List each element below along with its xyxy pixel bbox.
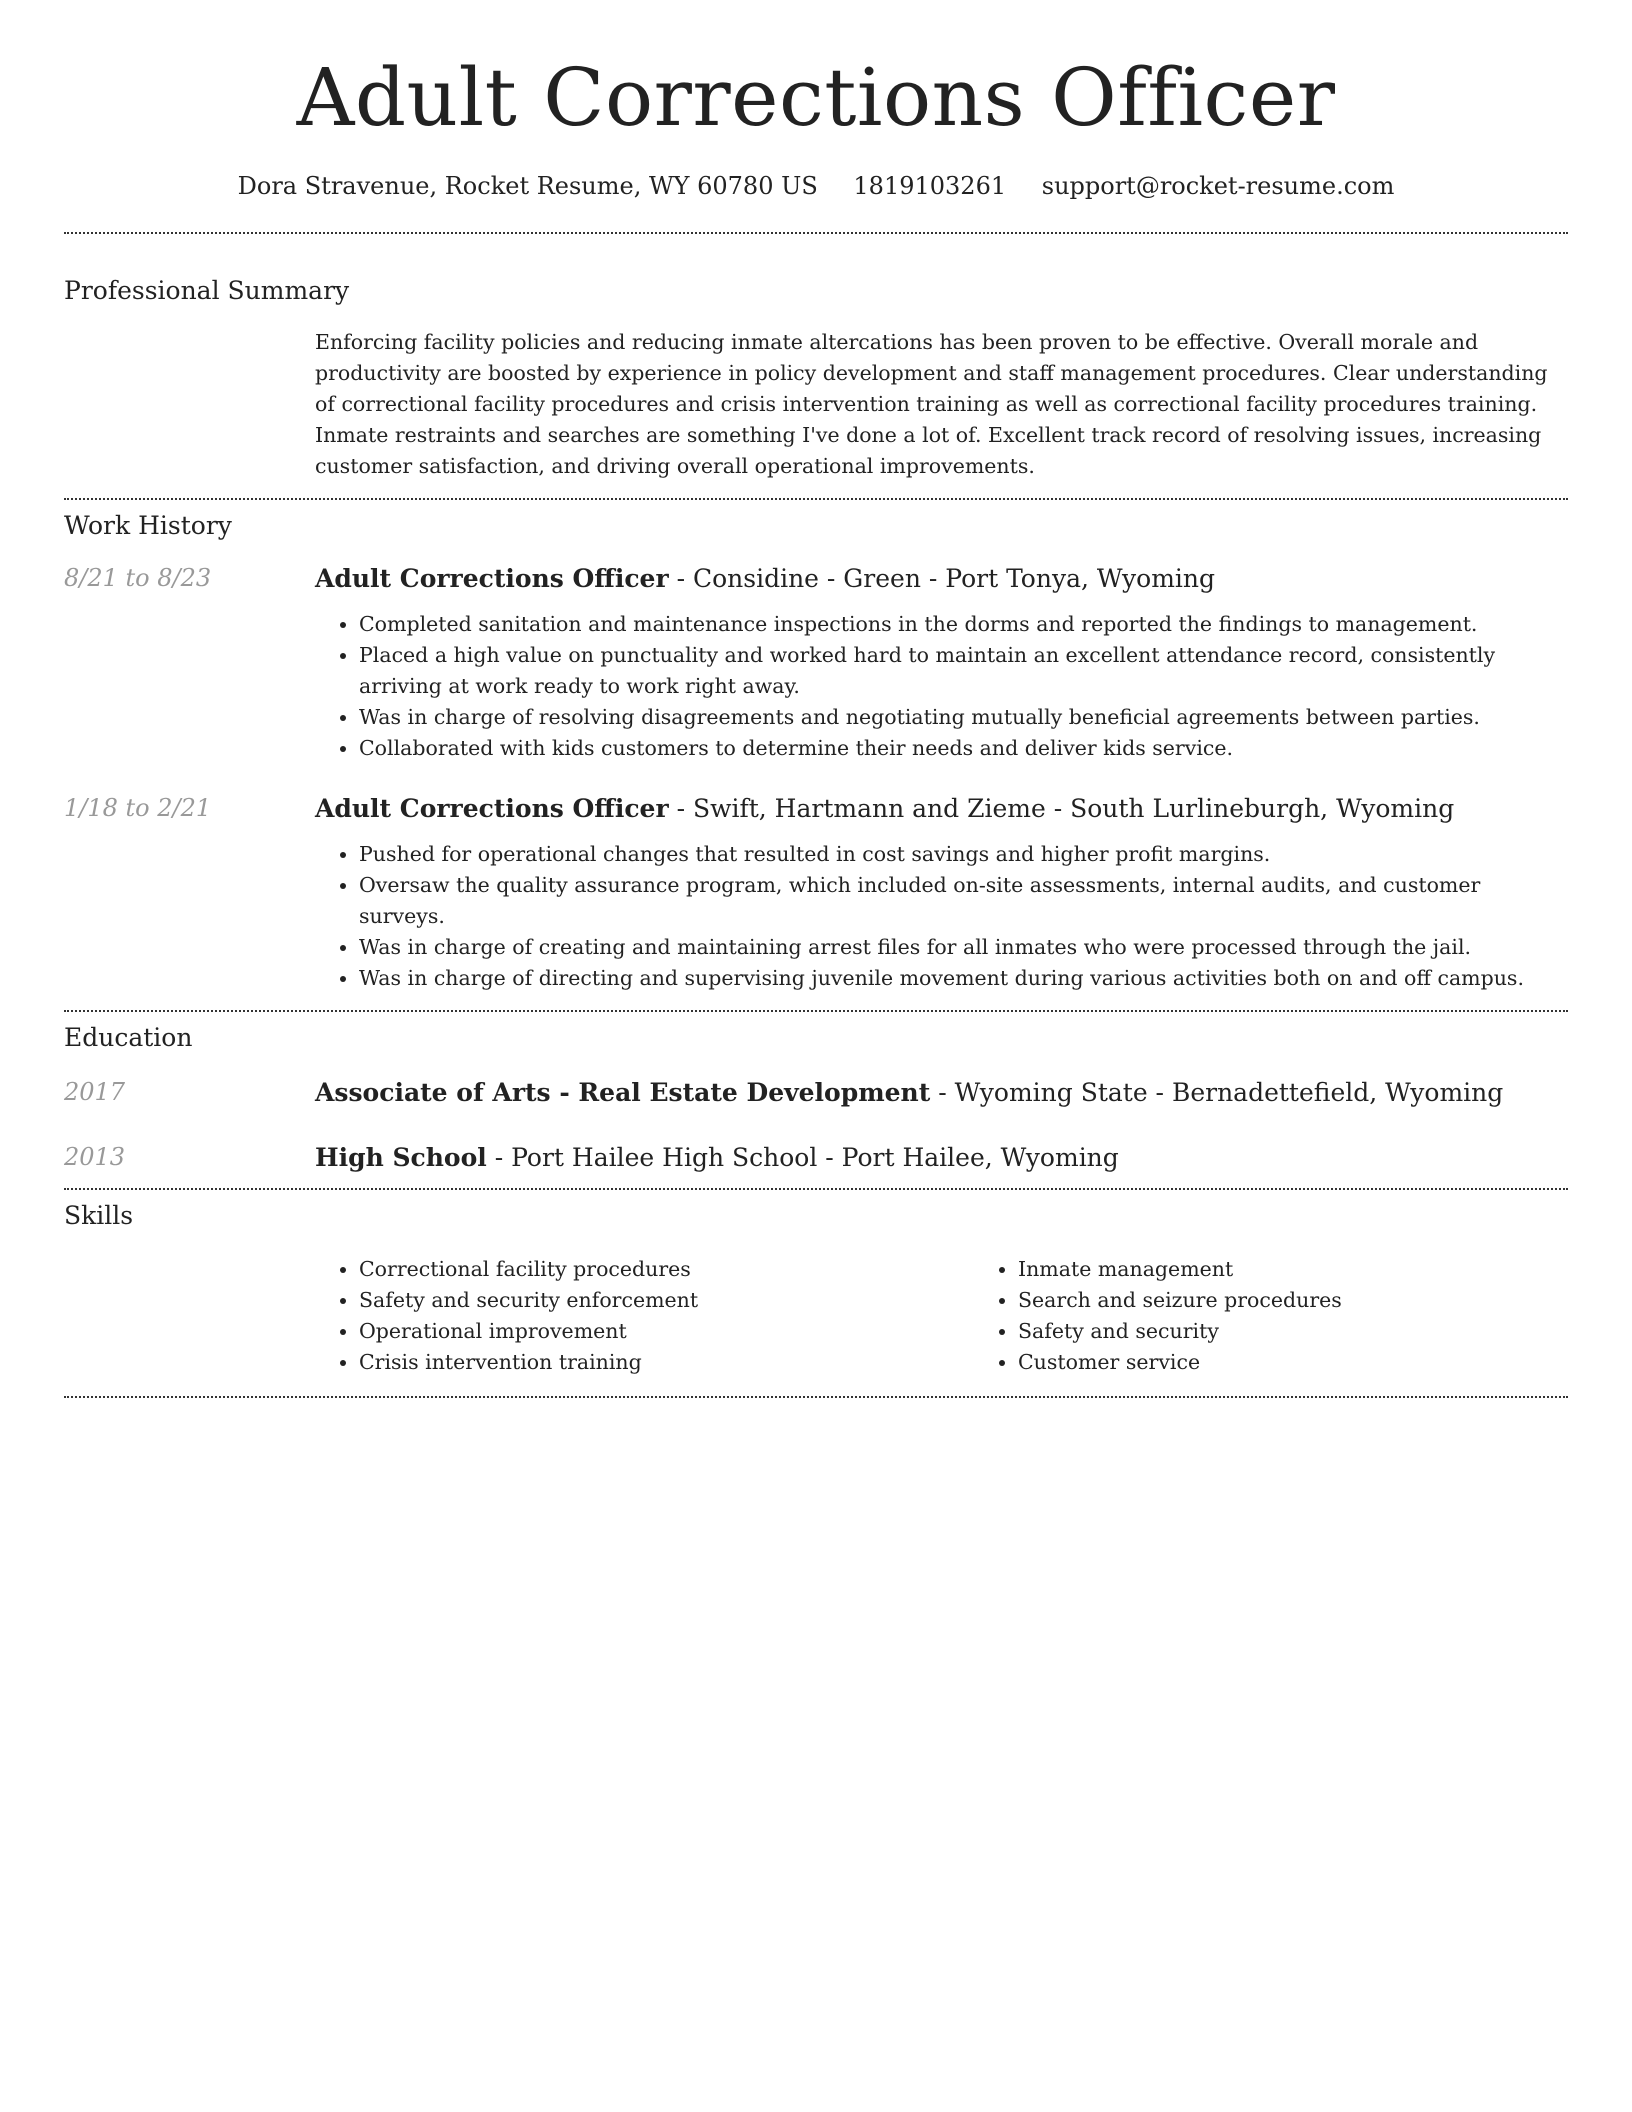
summary-text: Enforcing facility policies and reducing inmate altercations has been proven to be effective. Overall morale and productivity are boosted by experience in policy development and staff management procedures. Clear understanding of correctional facility procedures and crisis intervention training as well as correctional facility procedures training. Inmate restraints and searches are something I've done a lot of. Excellent track record of resolving issues, increasing customer satisfaction, and driving overall operational improvements. — [315, 330, 1548, 478]
resume-name: Adult Corrections Officer — [296, 51, 1336, 144]
list-item: • Oversaw the quality assurance program, which included on-site assessments, internal audits, and customer surveys. — [359, 870, 1568, 932]
contact-email: support@rocket-resume.com — [1041, 172, 1395, 200]
job-title — [315, 794, 1568, 823]
divider — [64, 1396, 1568, 1398]
job-title — [315, 564, 1568, 593]
skill-item: • Safety and security — [1018, 1316, 1632, 1347]
divider — [64, 232, 1568, 234]
job-entry — [64, 564, 1568, 764]
skill-item: • Crisis intervention training — [359, 1347, 974, 1378]
education-degree: Associate of Arts - Real Estate Development — [315, 1078, 931, 1107]
skills-spacer — [64, 1254, 315, 1378]
skill-item: • Inmate management — [1018, 1254, 1632, 1285]
section-title-work: Work History — [64, 511, 232, 540]
job-role: Adult Corrections Officer — [315, 564, 669, 593]
section-title-summary: Professional Summary — [64, 276, 350, 305]
skills-list-right — [974, 1254, 1632, 1378]
contact-phone: 1819103261 — [853, 172, 1007, 200]
divider — [64, 1010, 1568, 1012]
list-item: • Completed sanitation and maintenance inspections in the dorms and reported the findings to management. — [359, 609, 1568, 640]
education-details: - Port Hailee High School - Port Hailee, Wyoming — [486, 1143, 1119, 1172]
skill-item: • Operational improvement — [359, 1316, 974, 1347]
section-title-skills: Skills — [64, 1201, 134, 1230]
summary-spacer — [64, 327, 315, 482]
job-dates: 8/21 to 8/23 — [64, 564, 212, 592]
section-title-education: Education — [64, 1023, 193, 1052]
skills-list-left — [315, 1254, 974, 1378]
education-title — [315, 1078, 1568, 1107]
list-item: • Was in charge of resolving disagreements and negotiating mutually beneficial agreements between parties. — [359, 702, 1568, 733]
divider — [64, 1188, 1568, 1190]
job-details: - Considine - Green - Port Tonya, Wyoming — [668, 564, 1215, 593]
skills-grid — [315, 1254, 1632, 1378]
skills-row — [64, 1254, 1568, 1378]
education-entry — [64, 1143, 1568, 1172]
education-details: - Wyoming State - Bernadettefield, Wyoming — [930, 1078, 1504, 1107]
list-item: • Was in charge of directing and supervising juvenile movement during various activities both on and off campus. — [359, 963, 1568, 994]
divider — [64, 498, 1568, 500]
job-role: Adult Corrections Officer — [315, 794, 669, 823]
skill-item: • Search and seizure procedures — [1018, 1285, 1632, 1316]
skill-item: • Correctional facility procedures — [359, 1254, 974, 1285]
list-item: • Was in charge of creating and maintaining arrest files for all inmates who were processed through the jail. — [359, 932, 1568, 963]
job-bullets — [315, 839, 1568, 994]
list-item: • Pushed for operational changes that resulted in cost savings and higher profit margins. — [359, 839, 1568, 870]
job-bullets — [315, 609, 1568, 764]
job-details: - Swift, Hartmann and Zieme - South Lurlineburgh, Wyoming — [668, 794, 1455, 823]
skill-item: • Safety and security enforcement — [359, 1285, 974, 1316]
contact-line — [64, 172, 1568, 200]
education-year: 2013 — [64, 1143, 126, 1171]
list-item: • Placed a high value on punctuality and worked hard to maintain an excellent attendance record, consistently arriving at work ready to work right away. — [359, 640, 1568, 702]
education-title — [315, 1143, 1568, 1172]
job-entry — [64, 794, 1568, 994]
education-entry — [64, 1078, 1568, 1107]
list-item: • Collaborated with kids customers to determine their needs and deliver kids service. — [359, 733, 1568, 764]
skill-item: • Customer service — [1018, 1347, 1632, 1378]
education-degree: High School — [315, 1143, 487, 1172]
education-year: 2017 — [64, 1078, 126, 1106]
summary-row — [64, 327, 1568, 482]
job-dates: 1/18 to 2/21 — [64, 794, 212, 822]
contact-address: Dora Stravenue, Rocket Resume, WY 60780 US — [237, 172, 818, 200]
